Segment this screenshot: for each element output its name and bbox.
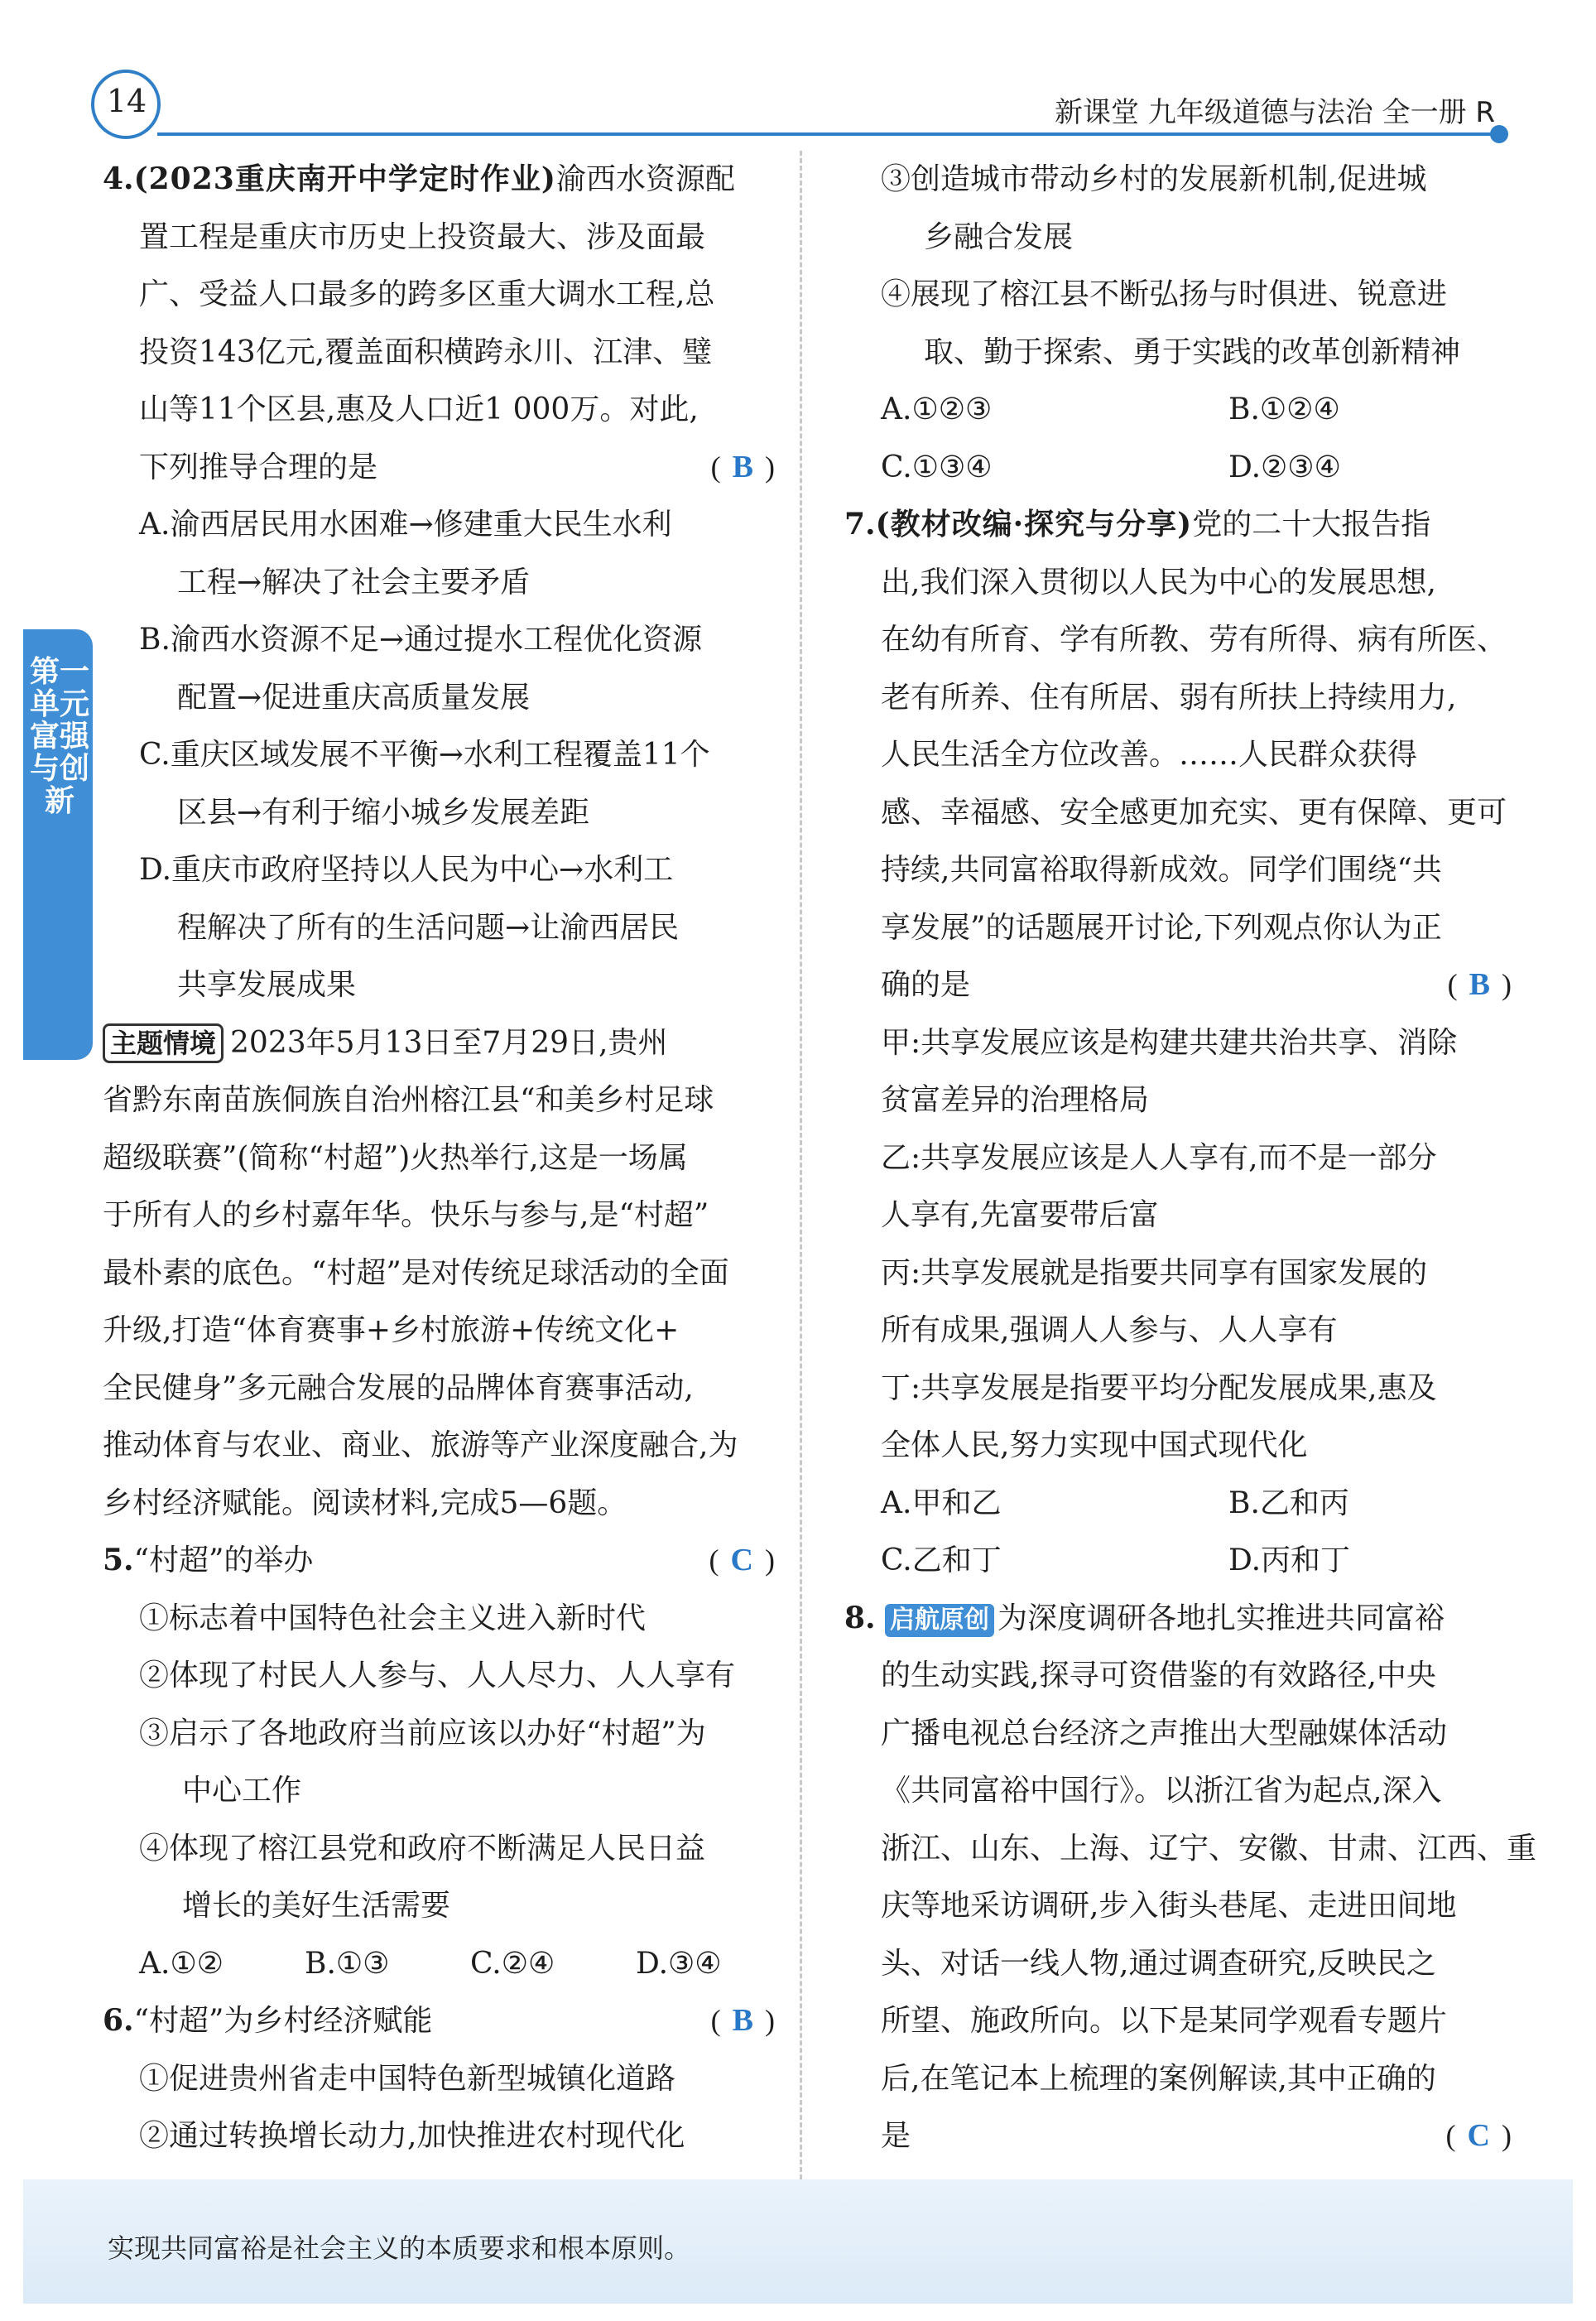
q6-answer: ( B ) xyxy=(710,2003,775,2038)
q6-item-2: ②通过转换增长动力,加快推进农村现代化 xyxy=(139,2119,685,2153)
q4-line-1 xyxy=(103,151,775,209)
q7-source: (教材改编·探究与分享) xyxy=(875,507,1193,542)
q4-option-a: A.渝西居民用水困难→修建重大民生水利 xyxy=(139,508,672,542)
q5-item-4-cont: 增长的美好生活需要 xyxy=(182,1889,451,1923)
theme-label: 主题情境 xyxy=(103,1023,224,1063)
q5-answer-letter: C xyxy=(730,1543,753,1577)
q4-stem-line: 广、受益人口最多的跨多区重大调水工程,总 xyxy=(139,277,715,311)
q4-option-a-cont: 工程→解决了社会主要矛盾 xyxy=(177,565,531,600)
q7-choice-b: B.乙和丙 xyxy=(1228,1486,1349,1520)
q4-option-b-cont: 配置→促进重庆高质量发展 xyxy=(177,680,531,715)
q5-stem: “村超”的举办 xyxy=(133,1543,314,1577)
q6-stem: “村超”为乡村经济赋能 xyxy=(133,2004,433,2038)
q4-option-d-cont: 共享发展成果 xyxy=(177,968,357,1002)
q5-stem-line xyxy=(103,1532,775,1590)
q7-view-bing: 丙:共享发展就是指要共同享有国家发展的 xyxy=(881,1255,1428,1290)
q6-item-4-cont: 取、勤于探索、勇于实践的改革创新精神 xyxy=(924,335,1461,369)
q4-option-d-cont: 程解决了所有的生活问题→让渝西居民 xyxy=(177,910,680,945)
q4-stem-text: 渝西水资源配 xyxy=(555,162,735,196)
theme-line: 最朴素的底色。“村超”是对传统足球活动的全面 xyxy=(103,1255,729,1290)
q7-choices-row-2 xyxy=(844,1532,1512,1590)
q8-badge: 启航原创 xyxy=(885,1604,994,1637)
theme-line: 省黔东南苗族侗族自治州榕江县“和美乡村足球 xyxy=(103,1083,714,1117)
q6-item-3-cont: 乡融合发展 xyxy=(924,219,1074,254)
q6-choices-row-2 xyxy=(844,439,1512,497)
theme-line: 全民健身”多元融合发展的品牌体育赛事活动, xyxy=(103,1370,694,1405)
q4-stem-last-line xyxy=(103,439,775,497)
q6-answer-letter: B xyxy=(732,2003,753,2038)
unit-side-tab-label: 第一单元 富强与创新 xyxy=(29,655,89,818)
q6-stem-line xyxy=(103,1992,775,2050)
q6-choice-a: A.①②③ xyxy=(881,392,993,426)
q7-choice-d: D.丙和丁 xyxy=(1228,1543,1351,1577)
q7-stem-line: 在幼有所育、学有所教、劳有所得、病有所医、 xyxy=(881,623,1507,657)
theme-line: 推动体育与农业、商业、旅游等产业深度融合,为 xyxy=(103,1428,738,1462)
q5-item-3-cont: 中心工作 xyxy=(182,1774,302,1808)
theme-line-1 xyxy=(103,1014,775,1072)
q5-choice-c: C.②④ xyxy=(470,1946,555,1981)
q6-choices-row-1 xyxy=(844,381,1512,439)
q8-stem-line: 后,在笔记本上梳理的案例解读,其中正确的 xyxy=(881,2061,1436,2096)
theme-line: 于所有人的乡村嘉年华。快乐与参与,是“村超” xyxy=(103,1198,709,1232)
q4-stem-line: 山等11个区县,惠及人口近1 000万。对此, xyxy=(139,392,699,426)
q7-line-1 xyxy=(844,496,1512,554)
q6-item-3: ③创造城市带动乡村的发展新机制,促进城 xyxy=(881,162,1427,196)
q4-option-c-cont: 区县→有利于缩小城乡发展差距 xyxy=(177,795,590,830)
q4-answer-letter: B xyxy=(732,449,753,484)
q5-choices xyxy=(103,1935,775,1993)
q5-item-4: ④体现了榕江县党和政府不断满足人民日益 xyxy=(139,1831,706,1866)
q7-number: 7. xyxy=(844,507,876,542)
theme-line: 升级,打造“体育赛事+乡村旅游+传统文化+ xyxy=(103,1313,680,1347)
q8-stem-text: 为深度调研各地扎实推进共同富裕 xyxy=(997,1601,1445,1635)
q5-number: 5. xyxy=(103,1543,134,1577)
q4-stem-text: 下列推导合理的是 xyxy=(139,450,378,484)
q8-stem-line: 所望、施政所向。以下是某同学观看专题片 xyxy=(881,2004,1448,2038)
q4-source: (2023重庆南开中学定时作业) xyxy=(133,161,556,196)
q8-stem-line: 庆等地采访调研,步入街头巷尾、走进田间地 xyxy=(881,1889,1457,1923)
q7-stem-line: 出,我们深入贯彻以人民为中心的发展思想, xyxy=(881,565,1436,600)
q7-choice-c: C.乙和丁 xyxy=(881,1543,1002,1577)
q6-choice-c: C.①③④ xyxy=(881,450,993,484)
q6-number: 6. xyxy=(103,2003,134,2038)
q6-choice-b: B.①②④ xyxy=(1228,392,1340,426)
q4-option-d: D.重庆市政府坚持以人民为中心→水利工 xyxy=(139,853,674,887)
header-rule xyxy=(157,132,1495,136)
q7-stem-line: 享发展”的话题展开讨论,下列观点你认为正 xyxy=(881,910,1442,945)
q7-stem-line: 感、幸福感、安全感更加充实、更有保障、更可 xyxy=(881,795,1507,830)
q7-stem-line: 人民生活全方位改善。……人民群众获得 xyxy=(881,738,1418,772)
book-title: 新课堂 九年级道德与法治 全一册 R xyxy=(1054,96,1495,129)
q7-view-bing-cont: 所有成果,强调人人参与、人人享有 xyxy=(881,1313,1338,1347)
theme-text: 2023年5月13日至7月29日,贵州 xyxy=(230,1025,668,1060)
q8-line-1 xyxy=(844,1590,1512,1648)
q5-choice-b: B.①③ xyxy=(305,1946,390,1981)
q6-item-4: ④展现了榕江县不断弘扬与时俱进、锐意进 xyxy=(881,277,1448,311)
q4-stem-line: 投资143亿元,覆盖面积横跨永川、江津、璧 xyxy=(139,335,713,369)
q8-stem-text: 是 xyxy=(881,2119,911,2153)
q5-item-2: ②体现了村民人人参与、人人尽力、人人享有 xyxy=(139,1659,736,1693)
q7-view-jia-cont: 贫富差异的治理格局 xyxy=(881,1083,1150,1117)
q4-answer: ( B ) xyxy=(710,449,775,484)
q5-choice-d: D.③④ xyxy=(636,1946,722,1981)
q8-stem-line: 《共同富裕中国行》。以浙江省为起点,深入 xyxy=(881,1774,1442,1808)
q7-stem-text: 确的是 xyxy=(881,968,971,1002)
q7-choices-row-1 xyxy=(844,1475,1512,1533)
column-divider xyxy=(800,151,802,2179)
q8-stem-last-line xyxy=(844,2107,1512,2165)
q4-option-b: B.渝西水资源不足→通过提水工程优化资源 xyxy=(139,623,703,657)
q4-option-c: C.重庆区域发展不平衡→水利工程覆盖11个 xyxy=(139,738,710,772)
q8-answer: ( C ) xyxy=(1445,2118,1512,2153)
q7-stem-line: 持续,共同富裕取得新成效。同学们围绕“共 xyxy=(881,853,1442,887)
q7-answer-letter: B xyxy=(1469,967,1490,1002)
q8-stem-line: 头、对话一线人物,通过调查研究,反映民之 xyxy=(881,1946,1436,1981)
q4-number: 4. xyxy=(103,161,134,196)
q7-stem-line: 老有所养、住有所居、弱有所扶上持续用力, xyxy=(881,680,1457,715)
footer-note: 实现共同富裕是社会主义的本质要求和根本原则。 xyxy=(108,2232,691,2264)
q8-stem-line: 广播电视总台经济之声推出大型融媒体活动 xyxy=(881,1716,1448,1750)
q8-stem-line: 浙江、山东、上海、辽宁、安徽、甘肃、江西、重 xyxy=(881,1831,1537,1866)
q5-choice-a: A.①② xyxy=(139,1946,224,1981)
q5-item-1: ①标志着中国特色社会主义进入新时代 xyxy=(139,1601,647,1635)
q8-number: 8. xyxy=(844,1600,876,1635)
q5-answer: ( C ) xyxy=(709,1543,775,1577)
q7-view-ding-cont: 全体人民,努力实现中国式现代化 xyxy=(881,1428,1308,1462)
theme-line: 乡村经济赋能。阅读材料,完成5—6题。 xyxy=(103,1486,627,1520)
page-number: 14 xyxy=(106,83,147,119)
q7-answer: ( B ) xyxy=(1447,967,1512,1002)
q8-answer-letter: C xyxy=(1467,2118,1490,2153)
q4-stem-line: 置工程是重庆市历史上投资最大、涉及面最 xyxy=(139,219,706,254)
q7-view-yi: 乙:共享发展应该是人人享有,而不是一部分 xyxy=(881,1140,1437,1175)
q7-choice-a: A.甲和乙 xyxy=(881,1486,1002,1520)
q7-view-ding: 丁:共享发展是指要平均分配发展成果,惠及 xyxy=(881,1370,1437,1405)
q6-choice-d: D.②③④ xyxy=(1228,450,1341,484)
q6-item-1: ①促进贵州省走中国特色新型城镇化道路 xyxy=(139,2061,676,2096)
left-column xyxy=(103,151,775,2165)
q7-stem-last-line xyxy=(844,956,1512,1014)
q5-item-3: ③启示了各地政府当前应该以办好“村超”为 xyxy=(139,1716,706,1750)
q7-view-jia: 甲:共享发展应该是构建共建共治共享、消除 xyxy=(881,1025,1458,1060)
q7-stem-text: 党的二十大报告指 xyxy=(1192,508,1431,542)
right-column xyxy=(844,151,1537,2165)
theme-line: 超级联赛”(简称“村超”)火热举行,这是一场属 xyxy=(103,1140,688,1175)
q8-stem-line: 的生动实践,探寻可资借鉴的有效路径,中央 xyxy=(881,1659,1436,1693)
q7-view-yi-cont: 人享有,先富要带后富 xyxy=(881,1198,1159,1232)
